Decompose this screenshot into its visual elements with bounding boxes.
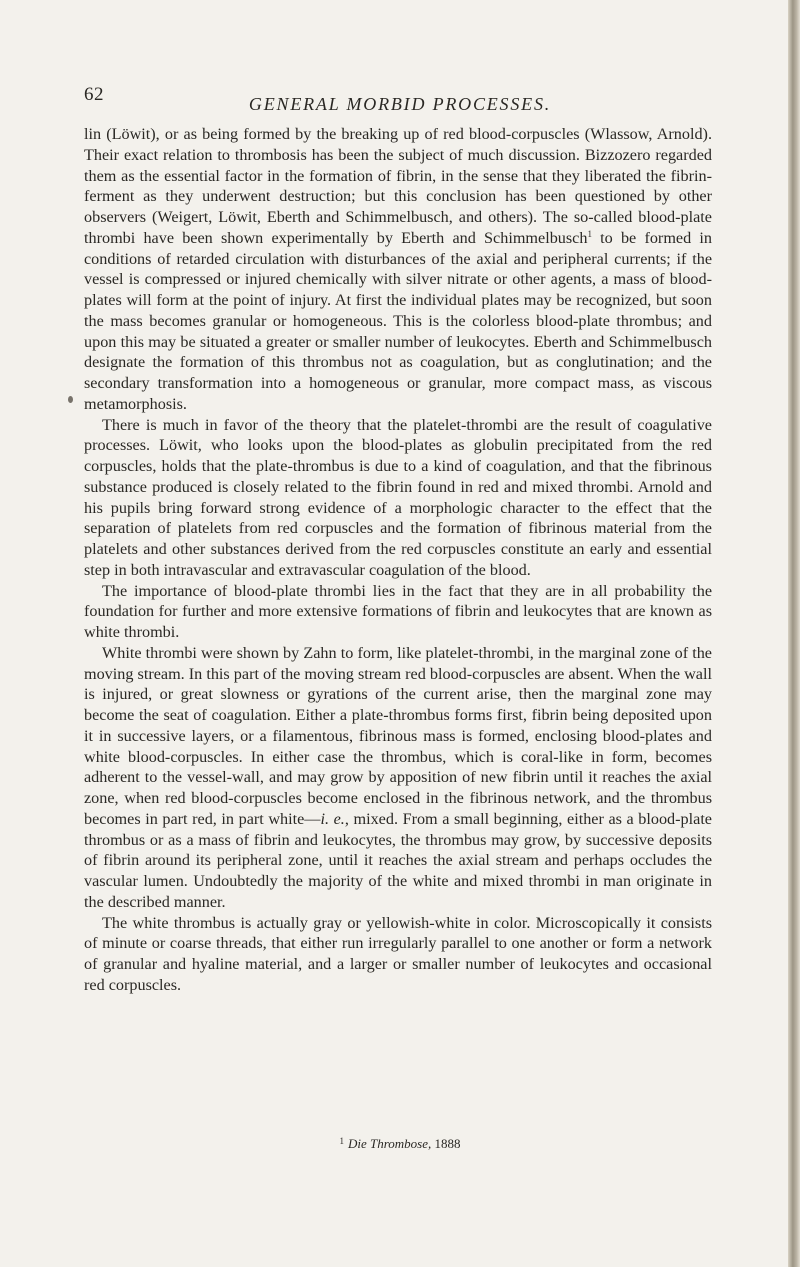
page-number: 62 <box>84 84 104 105</box>
paragraph-1-continuation: to be formed in conditions of retarded circulation with disturbances of the axial and peripheral currents; if the vessel is compressed or injured chemically with silver nitrate or other agents, a mass of blood-plates will form at the point of injury. At first the individual plates may be recognized, but soon the mass becomes granular or homogeneous. This is the colorless blood-plate thrombus; and upon this may be situated a greater or smaller number of leukocytes. Eberth and Schimmelbusch designate the formation of this thrombus not as coagulation, but as conglutination; and the secondary transformation into a homogeneous or granular, more compact mass, as viscous metamorphosis. <box>84 228 712 413</box>
footnote-reference: 1 <box>587 228 592 239</box>
paragraph-4-italic: i. e. <box>320 809 345 828</box>
paragraph-4-text: White thrombi were shown by Zahn to form, like platelet-thrombi, in the marginal zone of the moving stream. In this part of the moving stream red blood-corpuscles are absent. When the wall is injured, or great slowness or gyrations of the current arise, then the marginal zone may become the seat of coagulation. Either a plate-thrombus forms first, fibrin being deposited upon it in successive layers, or a filamentous, fibrinous mass is formed, enclosing blood-plates and white blood-corpuscles. In either case the thrombus, which is coral-like in form, becomes adherent to the vessel-wall, and may grow by apposition of new fibrin until it reaches the axial zone, when red blood-corpuscles become enclosed in the fibrinous network, and the thrombus becomes in part red, in part white— <box>84 643 712 828</box>
footnote-marker: 1 <box>339 1136 344 1146</box>
footnote-year: 1888 <box>434 1136 461 1151</box>
running-head: GENERAL MORBID PROCESSES. <box>248 94 552 114</box>
scan-speck <box>68 396 73 403</box>
body-text <box>84 124 712 996</box>
paragraph-1-text: lin (Löwit), or as being formed by the breaking up of red blood-corpuscles (Wlassow, Arnold). Their exact relation to thrombosis has been the subject of much discussion. Bizzozero regarded them as the essential factor in the formation of fibrin, in the sense that they liberated the fibrin-ferment as they underwent destruction; but this conclusion has been questioned by other observers (Weigert, Löwit, Eberth and Schimmelbusch, and others). The so-called blood-plate thrombi have been shown experimentally by Eberth and Schimmelbusch <box>84 125 712 247</box>
paragraph-5: The white thrombus is actually gray or yellowish-white in color. Microscopically it consists of minute or coarse threads, that either run irregularly parallel to one another or form a network of granular and hyaline material, and a larger or smaller number of leukocytes and occasional red corpuscles. <box>84 913 712 994</box>
scan-edge-shadow <box>788 0 800 1267</box>
paragraph-4 <box>84 643 712 913</box>
paragraph-3: The importance of blood-plate thrombi lies in the fact that they are in all probability the foundation for further and more extensive formations of fibrin and leukocytes that are known as white thrombi. <box>84 581 712 641</box>
footnote-title: Die Thrombose, <box>347 1136 432 1151</box>
paragraph-2: There is much in favor of the theory that the platelet-thrombi are the result of coagulative processes. Löwit, who looks upon the blood-plates as globulin precipitated from the red corpuscles, holds that the plate-thrombus is due to a kind of coagulation, and that the fibrinous substance produced is closely related to the fibrin found in red and mixed thrombi. Arnold and his pupils bring forward strong evidence of a morphologic character to the effect that the separation of platelets from red corpuscles and the formation of fibrinous material from the platelets and other substances derived from the red corpuscles constitute an early and essential step in both intravascular and extravascular coagulation of the blood. <box>84 415 712 579</box>
paragraph-1 <box>84 124 712 415</box>
paragraph-4-continuation: , mixed. From a small beginning, either as a blood-plate thrombus or as a mass of fibrin and leukocytes, the thrombus may grow, by successive deposits of fibrin around its peripheral zone, until it reaches the axial stream and perhaps occludes the vascular lumen. Undoubtedly the majority of the white and mixed thrombi in man originate in the described manner. <box>84 809 712 911</box>
footnote <box>0 1136 800 1152</box>
